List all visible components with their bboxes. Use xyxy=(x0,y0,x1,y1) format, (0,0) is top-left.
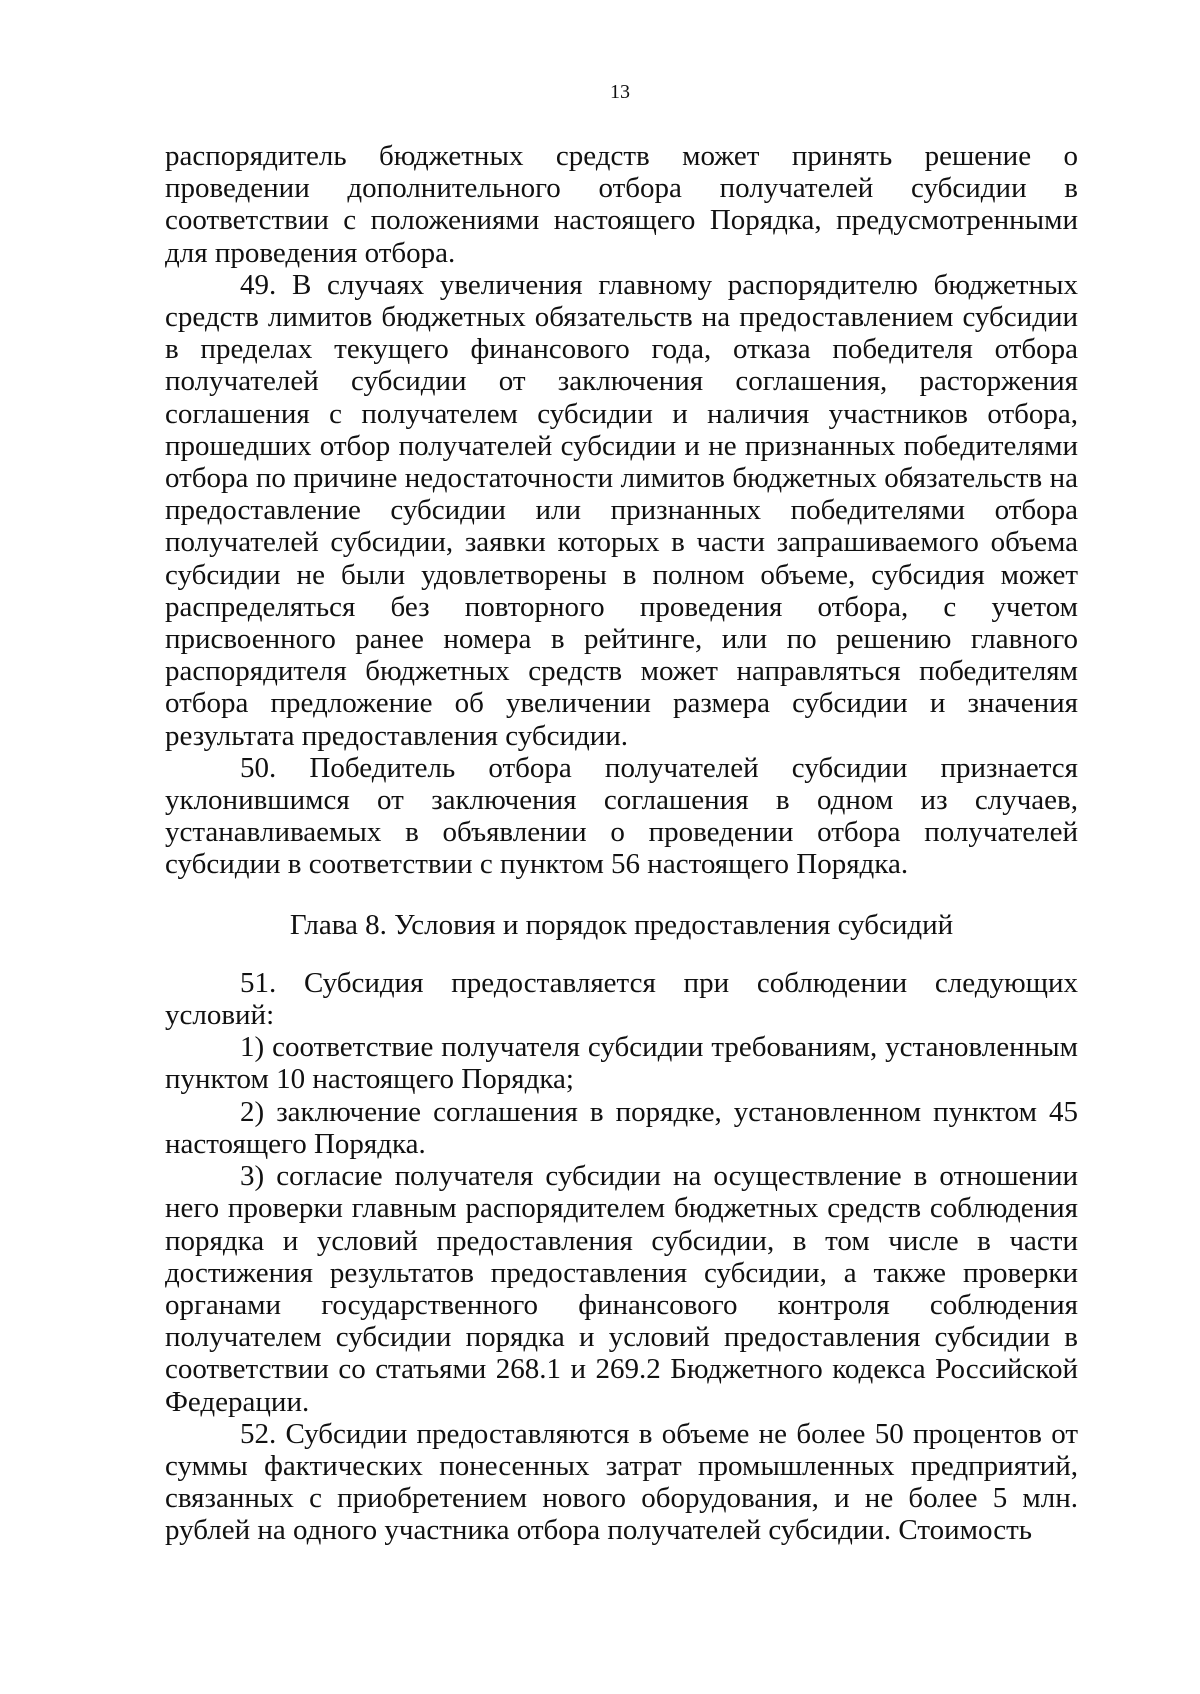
page-number: 13 xyxy=(610,81,630,103)
paragraph-52: 52. Субсидии предоставляются в объеме не более 50 процентов от суммы фактических понесенных затрат промышленных предприятий, связанных с приобретением нового оборудования, и не более 5 млн. рублей на одного участника отбора получателей субсидии. Стоимость xyxy=(165,1417,1078,1547)
paragraph-49: 49. В случаях увеличения главному распорядителю бюджетных средств лимитов бюджетных обязательств на предоставлением субсидии в пределах текущего финансового года, отказа победителя отбора получателей субсидии от заключения соглашения, расторжения соглашения с получателем субсидии и наличия участников отбора, прошедших отбор получателей субсидии и не признанных победителями отбора по причине недостаточности лимитов бюджетных обязательств на предоставление субсидии или признанных победителями отбора получателей субсидии, заявки которых в части запрашиваемого объема субсидии не были удовлетворены в полном объеме, субсидия может распределяться без повторного проведения отбора, с учетом присвоенного ранее номера в рейтинге, или по решению главного распорядителя бюджетных средств может направляться победителям отбора предложение об увеличении размера субсидии и значения результата предоставления субсидии. xyxy=(165,268,1078,752)
document-body xyxy=(165,140,1078,1547)
paragraph-51: 51. Субсидия предоставляется при соблюдении следующих условий: xyxy=(165,966,1078,1032)
paragraph-51-item-2: 2) заключение соглашения в порядке, установленном пунктом 45 настоящего Порядка. xyxy=(165,1095,1078,1160)
chapter-heading: Глава 8. Условия и порядок предоставления субсидий xyxy=(289,908,954,941)
paragraph-continuation: распорядитель бюджетных средств может принять решение о проведении дополнительного отбора получателей субсидии в соответствии с положениями настоящего Порядка, предусмотренными для проведения отбора. xyxy=(165,140,1078,269)
paragraph-51-item-1: 1) соответствие получателя субсидии требованиям, установленным пунктом 10 настоящего Порядка; xyxy=(165,1031,1078,1096)
paragraph-50: 50. Победитель отбора получателей субсидии признается уклонившимся от заключения соглашения в одном из случаев, устанавливаемых в объявлении о проведении отбора получателей субсидии в соответствии с пунктом 56 настоящего Порядка. xyxy=(165,751,1078,881)
paragraph-51-item-3: 3) согласие получателя субсидии на осуществление в отношении него проверки главным распорядителем бюджетных средств соблюдения порядка и условий предоставления субсидии, в том числе в части достижения результатов предоставления субсидии, а также проверки органами государственного финансового контроля соблюдения получателем субсидии порядка и условий предоставления субсидии в соответствии со статьями 268.1 и 269.2 Бюджетного кодекса Российской Федерации. xyxy=(165,1160,1078,1418)
